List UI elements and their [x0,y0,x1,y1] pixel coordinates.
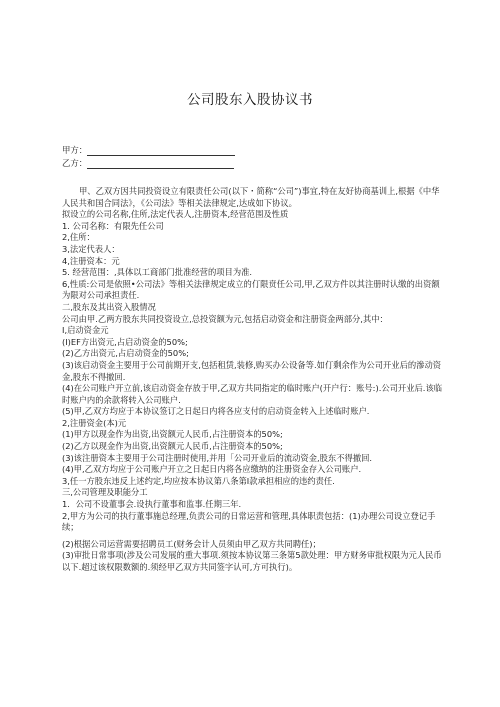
clause-capital: 4,注册资本：元 [62,255,120,266]
clause-item: (3)该启动资金主要用于公司前期开支,包括租赁,装修,购买办公设备等.如仃剩余作为公司开业后的滲动资金,股东不得撤回. [62,359,442,382]
clause-company-name: 1. 公司名称：有限先任公司 [62,220,164,231]
section-heading: 拟设立的公司名称,住所,法定代表人,注册资本,经营范围及性质 [62,209,289,220]
party-b-line [62,158,234,169]
clause-item: 3,任一方股东违反上述约定,均应按本协议第八条第I款承担相应的违约责任. [62,475,335,486]
clause-item: (1)甲方以现金作为出资,出资额元人民币,占注册资本的50%; [62,429,283,440]
clause-item: (2)根据公司运营需要招聘员工(财务会计人员须由甲乙双方共同聘任)； [62,538,321,549]
clause-item: (4)在公司账户开立前,该启动资金存放于甲,乙双方共同指定的临时账户(开户行：账号:).公司开业后.该临时账户内的余款将转入公司账户. [62,383,443,405]
party-b-blank [87,158,234,169]
clause-item: (2)乙方以现金作为出资,出资额元人民币,占注册资本的50%; [62,441,283,452]
clause-scope: 5. 经营范围：,具体以工商部门批准经营的项目为准. [62,267,253,278]
clause-item: (3)审批日常事项(涉及公司发展的重大事项.须按本协议第三条第5款处理：甲方财务审批权限为元人民币以下.超过该权限数额的.须经甲乙双方共同签字认可,方可执行)。 [62,550,442,572]
clause-item: 2,甲方为公司的执行董事施总经理,负责公司的日常运营和管理,具体职责包括：(1)办理公司设立登记手续； [62,510,436,533]
party-a-line [62,145,235,156]
clause-item: 1．公司不设董事会.设执行董事和监事.任期三年. [62,499,242,510]
clause-address: 2,住所： [62,232,95,243]
section-heading: 三,公司管理及职能分工 [62,487,148,498]
clause-item: (I)EF方出资元,占启动资金的50%; [62,336,188,347]
intro-paragraph: 甲、乙双方因共同投资设立有限责任公司(以下・简称“公司”)事宜,特在友好协商基训上,根据《中华人民共和国合同法》，《公司法》等相关法律规定,达成如下协议。 [62,186,440,208]
clause-item: (5)甲,乙双方均应于本协议签订之日起日内将各应支付的启动资金转入上述临时账户. [62,406,370,417]
clause-nature: 6,性质:公司是依照•公司法》等相关法律规定成立的仃限贲任公司,甲,乙双方件以其注册时认缴的出资额为限对公司承担责任. [62,278,440,301]
paragraph: 公司由甲.乙两方股东共同投资设立,总投资额为元,包括启动资金和注册资金两部分,其中： [62,313,388,324]
clause-heading: I,启动资金元 [62,325,109,336]
clause-item: (2)乙方出资元,占启动资金的50%; [62,348,189,359]
clause-item: (3)该注册资本主要用于公司注册时使用,并用「公司开业后的流动资金,股东不得撤回. [62,452,373,463]
party-a-label: 甲方： [62,145,88,155]
section-heading: 二,股东及其出资入股情况 [62,301,156,312]
agreement-body [62,186,447,574]
clause-heading: 2,注册资金(本)元 [62,417,127,428]
page-title: 公司股东入股协议书 [187,92,313,108]
party-a-blank [87,145,235,156]
clause-item: (4)甲,乙双方均应于公司账户开立之日起日内将各应缴纳的注册资金存入公司账户. [62,464,362,475]
clause-legal-rep: 3,法定代表人： [62,243,120,254]
party-b-label: 乙方： [62,158,88,168]
